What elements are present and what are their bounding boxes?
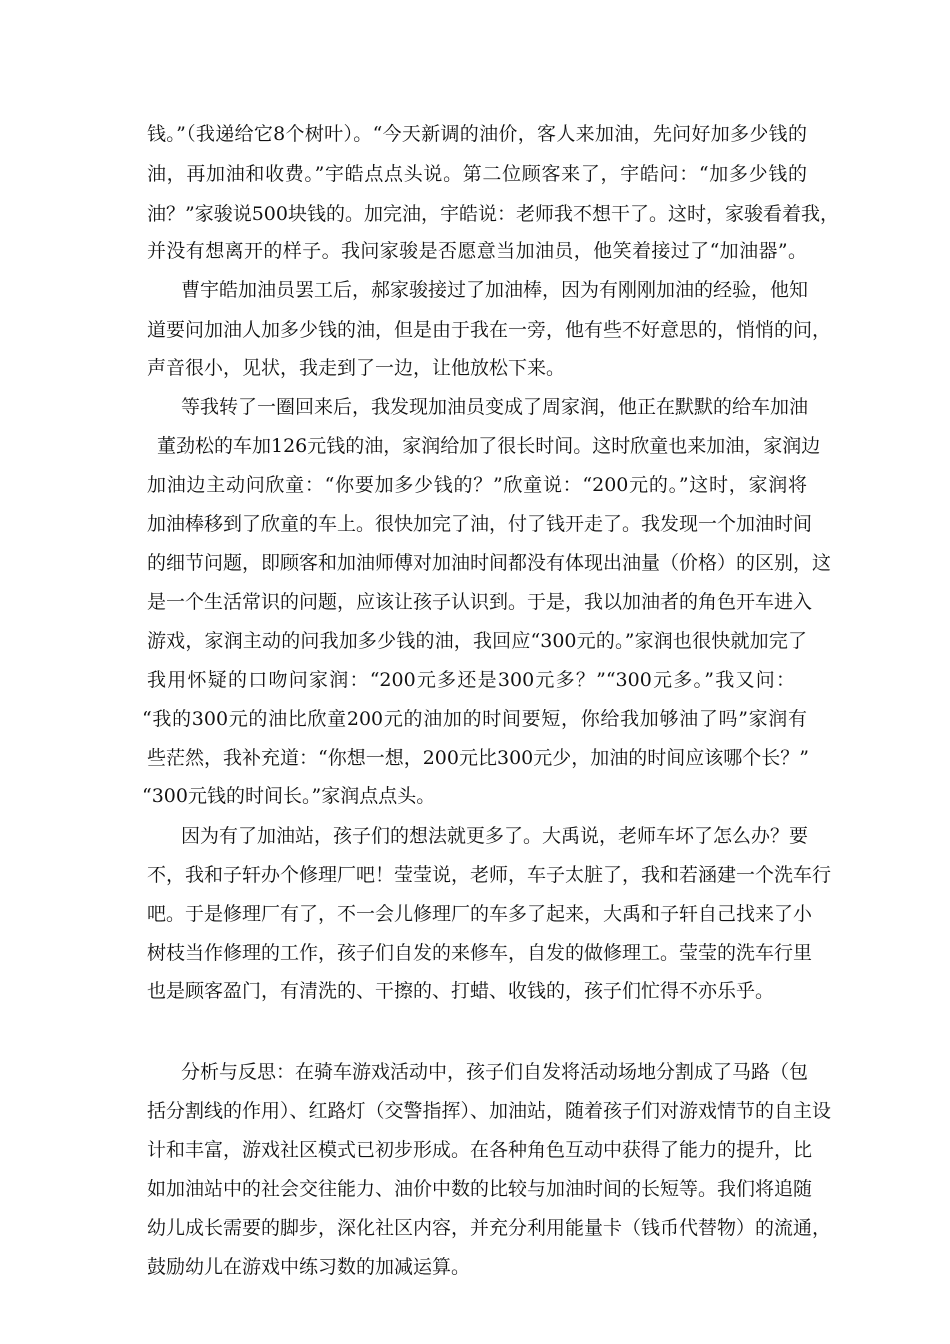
text-line: 加油棒移到了欣童的车上。很快加完了油，付了钱开走了。我发现一个加油时间 <box>147 513 813 535</box>
text-line: 加油边主动问欣童：“你要加多少钱的？”欣童说：“200元的。”这时，家润将 <box>147 474 807 496</box>
text-line: 等我转了一圈回来后，我发现加油员变成了周家润，他正在默默的给车加油 <box>181 396 809 418</box>
text-line: 分析与反思：在骑车游戏活动中，孩子们自发将活动场地分割成了马路（包 <box>181 1061 809 1083</box>
text-line: 油，再加油和收费。”宇皓点点头说。第二位顾客来了，宇皓问：“加多少钱的 <box>147 163 807 185</box>
text-line: 括分割线的作用）、红路灯（交警指挥）、加油站，随着孩子们对游戏情节的自主设 <box>147 1100 832 1122</box>
text-line: “300元钱的时间长。”家润点点头。 <box>142 785 436 807</box>
text-line: 幼儿成长需要的脚步，深化社区内容，并充分利用能量卡（钱币代替物）的流通， <box>147 1217 832 1239</box>
text-line: 的细节问题，即顾客和加油师傅对加油时间都没有体现出油量（价格）的区别，这 <box>147 552 832 574</box>
text-line: 声音很小，见状，我走到了一边，让他放松下来。 <box>147 357 566 379</box>
text-line: 游戏，家润主动的问我加多少钱的油，我回应“300元的。”家润也很快就加完了 <box>147 630 807 652</box>
text-line: 道要问加油人加多少钱的油，但是由于我在一旁，他有些不好意思的，悄悄的问， <box>147 319 832 341</box>
text-line: “我的300元的油比欣童200元的油加的时间要短，你给我加够油了吗”家润有 <box>142 708 807 730</box>
text-line: 并没有想离开的样子。我问家骏是否愿意当加油员，他笑着接过了“加油器”。 <box>147 240 807 262</box>
text-line: 树枝当作修理的工作，孩子们自发的来修车，自发的做修理工。莹莹的洗车行里 <box>147 942 813 964</box>
text-line: 鼓励幼儿在游戏中练习数的加减运算。 <box>147 1256 471 1278</box>
text-line: 些茫然，我补充道：“你想一想，200元比300元少，加油的时间应该哪个长？” <box>147 747 809 769</box>
text-line: 我用怀疑的口吻问家润：“200元多还是300元多？”“300元多。”我又问： <box>147 669 795 691</box>
text-line: 也是顾客盈门，有清洗的、干擦的、打蜡、收钱的，孩子们忙得不亦乐乎。 <box>147 980 775 1002</box>
text-line: 是一个生活常识的问题，应该让孩子认识到。于是，我以加油者的角色开车进入 <box>147 591 813 613</box>
text-line: 董劲松的车加126元钱的油，家润给加了很长时间。这时欣童也来加油，家润边 <box>157 435 821 457</box>
text-line: 钱。”（我递给它8个树叶）。“今天新调的油价，客人来加油，先问好加多少钱的 <box>147 123 807 145</box>
text-line: 如加油站中的社会交往能力、油价中数的比较与加油时间的长短等。我们将追随 <box>147 1178 813 1200</box>
text-line: 因为有了加油站，孩子们的想法就更多了。大禹说，老师车坏了怎么办？要 <box>181 825 809 847</box>
text-line: 不，我和子轩办个修理厂吧！莹莹说，老师，车子太脏了，我和若涵建一个洗车行 <box>147 864 832 886</box>
text-line: 计和丰富，游戏社区模式已初步形成。在各种角色互动中获得了能力的提升，比 <box>147 1139 813 1161</box>
text-line: 油？”家骏说500块钱的。加完油，宇皓说：老师我不想干了。这时，家骏看着我， <box>147 203 839 225</box>
text-line: 曹宇皓加油员罢工后，郝家骏接过了加油棒，因为有刚刚加油的经验，他知 <box>181 279 809 301</box>
text-line: 吧。于是修理厂有了，不一会儿修理厂的车多了起来，大禹和子轩自己找来了小 <box>147 903 813 925</box>
